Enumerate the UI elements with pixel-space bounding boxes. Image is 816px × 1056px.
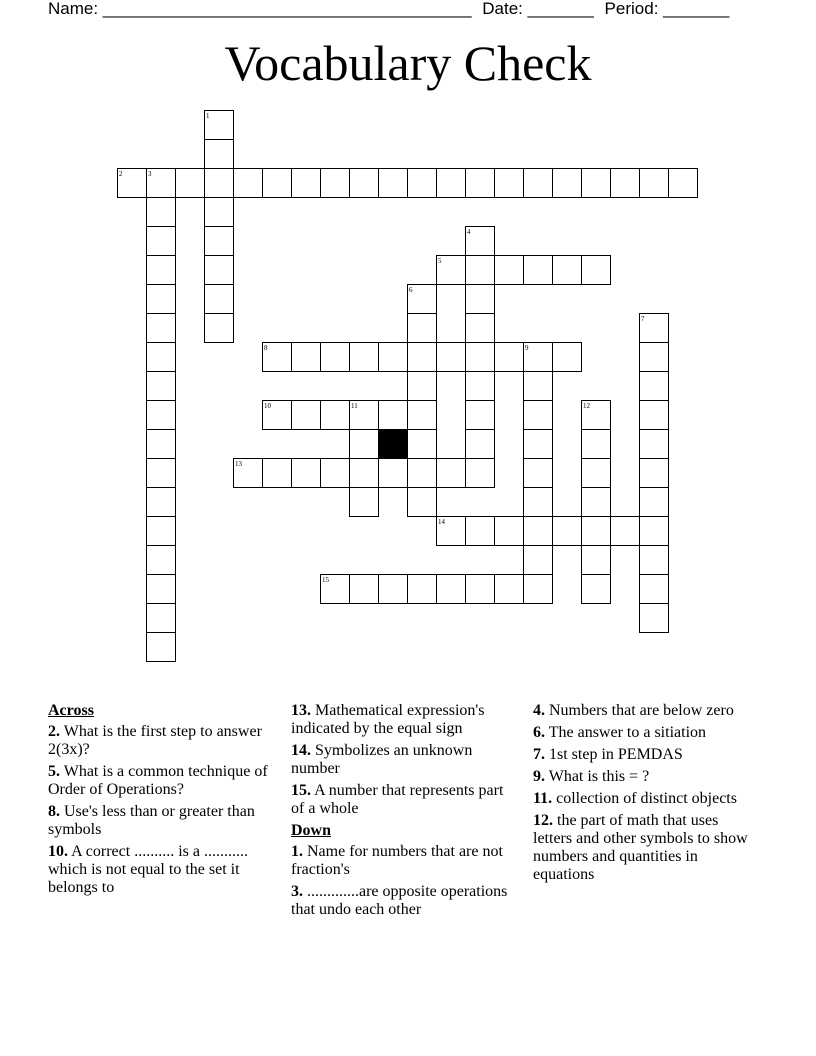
grid-cell[interactable] [495,256,524,285]
clues-column-2 [291,702,513,923]
grid-cell[interactable] [640,430,669,459]
grid-cell[interactable] [466,401,495,430]
grid-cell[interactable] [147,227,176,256]
grid-cell[interactable] [437,575,466,604]
grid-cell[interactable] [147,546,176,575]
grid-cell[interactable] [408,459,437,488]
grid-cell[interactable] [466,430,495,459]
grid-cell[interactable] [640,546,669,575]
clues-column-1 [48,702,270,901]
grid-cell[interactable] [466,459,495,488]
grid-cell[interactable] [582,256,611,285]
grid-cell[interactable] [350,459,379,488]
grid-cell[interactable] [350,343,379,372]
clue-number-label: 8 [264,344,268,352]
grid-cell[interactable] [524,430,553,459]
grid-cell[interactable] [524,256,553,285]
grid-cell[interactable] [466,372,495,401]
grid-cell[interactable] [379,169,408,198]
grid-cell[interactable] [147,459,176,488]
grid-cell[interactable] [524,488,553,517]
grid-cell[interactable] [147,604,176,633]
grid-cell[interactable] [263,169,292,198]
clue-down-6: 6. The answer to a sitiation [533,724,707,741]
grid-cell[interactable] [408,575,437,604]
grid-cell[interactable] [147,198,176,227]
clue-number-label: 11 [351,402,358,410]
grid-cell[interactable] [147,256,176,285]
grid-cell[interactable] [147,343,176,372]
clue-number-label: 3 [148,170,152,178]
clue-down-12: 12. the part of math that uses letters and other symbols to show numbers and quantities in equations [533,812,748,883]
clue-across-8: 8. Use's less than or greater than symbols [48,803,255,838]
grid-cell[interactable] [321,459,350,488]
grid-cell[interactable] [234,169,263,198]
grid-cell[interactable] [147,633,176,662]
grid-cell[interactable] [582,488,611,517]
grid-cell[interactable] [437,169,466,198]
grid-cell[interactable] [582,459,611,488]
grid-cell[interactable] [292,343,321,372]
grid-cell[interactable] [350,169,379,198]
grid-cell[interactable] [495,343,524,372]
grid-cell[interactable] [466,575,495,604]
grid-cell[interactable] [147,517,176,546]
clue-number-label: 14 [438,518,445,526]
grid-cell[interactable] [669,169,698,198]
grid-cell[interactable] [205,285,234,314]
grid-cell[interactable] [205,227,234,256]
period-field[interactable]: Period: _______ [604,0,730,18]
grid-cell[interactable] [176,169,205,198]
grid-cell[interactable] [292,169,321,198]
grid-cell[interactable] [524,401,553,430]
grid-cell[interactable] [611,517,640,546]
grid-cell[interactable] [553,256,582,285]
grid-cell[interactable] [147,285,176,314]
clue-across-2: 2. What is the first step to answer 2(3x)? [48,723,262,758]
grid-cell[interactable] [408,343,437,372]
grid-cell[interactable] [640,575,669,604]
clues-column-3 [533,702,755,888]
clue-down-1: 1. Name for numbers that are not fraction's [291,843,503,878]
grid-cell[interactable] [553,517,582,546]
grid-cell[interactable] [582,575,611,604]
grid-cell[interactable] [437,459,466,488]
clue-number-label: 9 [525,344,529,352]
grid-cell[interactable] [640,401,669,430]
grid-cell[interactable] [582,169,611,198]
grid-cell[interactable] [205,256,234,285]
down-heading: Down [291,822,332,839]
grid-cell[interactable] [350,488,379,517]
grid-cell[interactable] [553,169,582,198]
grid-cell[interactable] [466,169,495,198]
grid-cell[interactable] [466,343,495,372]
grid-cell[interactable] [379,401,408,430]
clue-number-label: 4 [467,228,471,236]
black-square [379,430,408,459]
grid-cell[interactable] [466,285,495,314]
grid-cell[interactable] [495,517,524,546]
grid-cell[interactable] [350,575,379,604]
grid-cell[interactable] [147,430,176,459]
clue-down-3: 3. .............are opposite operations that undo each other [291,883,508,918]
grid-cell[interactable] [147,488,176,517]
grid-cell[interactable] [524,372,553,401]
grid-cell[interactable] [350,430,379,459]
grid-cell[interactable] [611,169,640,198]
clue-across-15: 15. A number that represents part of a whole [291,782,504,817]
grid-cell[interactable] [495,169,524,198]
date-field[interactable]: Date: _______ [482,0,594,18]
clue-number-label: 1 [206,112,210,120]
grid-cell[interactable] [640,517,669,546]
grid-cell[interactable] [524,575,553,604]
grid-cell[interactable] [205,140,234,169]
clue-number-label: 6 [409,286,413,294]
grid-cell[interactable] [379,459,408,488]
clue-number-label: 13 [235,460,242,468]
clue-number-label: 10 [264,402,271,410]
grid-cell[interactable] [147,401,176,430]
clue-down-4: 4. Numbers that are below zero [533,702,734,719]
grid-cell[interactable] [321,343,350,372]
grid-cell[interactable] [379,343,408,372]
grid-cell[interactable] [147,575,176,604]
grid-cell[interactable] [292,401,321,430]
grid-cell[interactable] [524,459,553,488]
grid-cell[interactable] [640,372,669,401]
grid-cell[interactable] [321,401,350,430]
clue-down-7: 7. 1st step in PEMDAS [533,746,683,763]
grid-cell[interactable] [640,459,669,488]
grid-cell[interactable] [205,198,234,227]
grid-cell[interactable] [205,169,234,198]
clue-across-14: 14. Symbolizes an unknown number [291,742,473,777]
grid-cell[interactable] [408,488,437,517]
clue-across-13: 13. Mathematical expression's indicated by the equal sign [291,702,485,737]
grid-cell[interactable] [321,169,350,198]
grid-cell[interactable] [147,314,176,343]
clue-number-label: 2 [119,170,123,178]
grid-cell[interactable] [640,169,669,198]
grid-cell[interactable] [408,401,437,430]
grid-cell[interactable] [292,459,321,488]
clue-across-5: 5. What is a common technique of Order of Operations? [48,763,268,798]
grid-cell[interactable] [408,169,437,198]
clue-number-label: 5 [438,257,442,265]
clue-number-label: 15 [322,576,329,584]
grid-cell[interactable] [408,372,437,401]
grid-cell[interactable] [524,546,553,575]
grid-cell[interactable] [495,575,524,604]
grid-cell[interactable] [437,343,466,372]
grid-cell[interactable] [466,256,495,285]
clue-number-label: 7 [641,315,645,323]
clue-across-10: 10. A correct .......... is a ........... which is not equal to the set it belongs to [48,843,248,896]
grid-cell[interactable] [524,169,553,198]
clue-number-label: 12 [583,402,590,410]
grid-cell[interactable] [582,546,611,575]
grid-cell[interactable] [640,604,669,633]
grid-cell[interactable] [582,430,611,459]
clue-down-9: 9. What is this = ? [533,768,650,785]
grid-cell[interactable] [582,517,611,546]
grid-cell[interactable] [640,343,669,372]
grid-cell[interactable] [263,459,292,488]
grid-cell[interactable] [408,314,437,343]
page-title: Vocabulary Check [224,35,592,91]
grid-cell[interactable] [466,314,495,343]
across-heading: Across [48,702,94,719]
clue-down-11: 11. collection of distinct objects [533,790,737,807]
grid-cell[interactable] [205,314,234,343]
grid-cell[interactable] [640,488,669,517]
grid-cell[interactable] [524,517,553,546]
name-field[interactable]: Name: _______________________________________ [48,0,472,18]
grid-cell[interactable] [147,372,176,401]
grid-cell[interactable] [553,343,582,372]
grid-cell[interactable] [466,517,495,546]
grid-cell[interactable] [379,575,408,604]
grid-cell[interactable] [408,430,437,459]
